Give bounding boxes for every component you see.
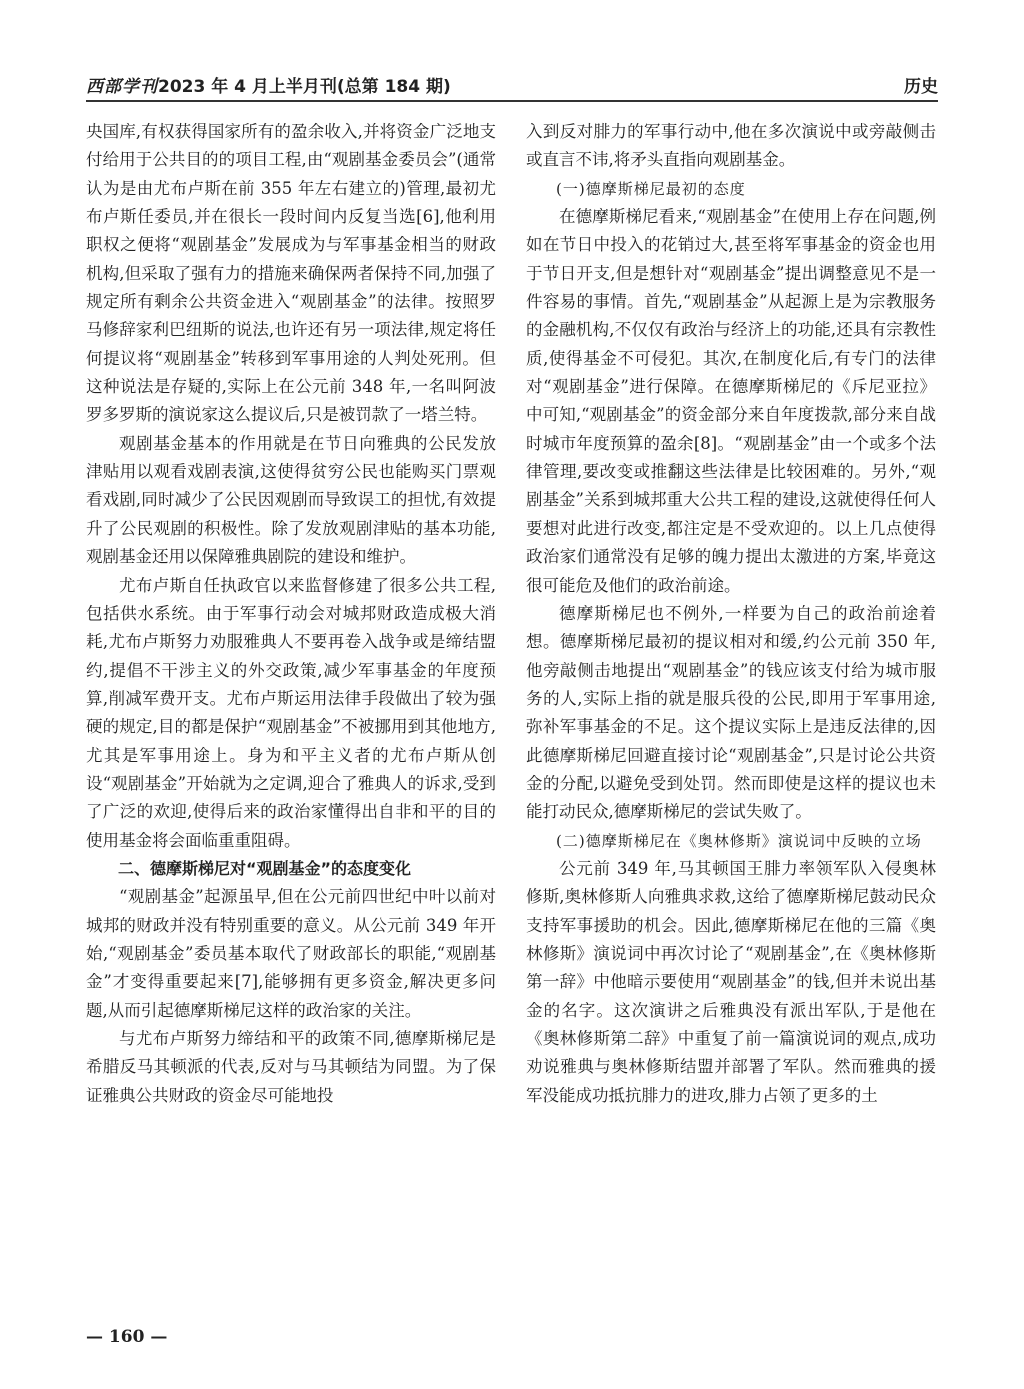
page-number: — 160 — — [86, 1327, 168, 1347]
paragraph: 尤布卢斯自任执政官以来监督修建了很多公共工程,包括供水系统。由于军事行动会对城邦财政造成极大消耗,尤布卢斯努力劝服雅典人不要再卷入战争或是缔结盟约,提倡不干涉主义的外交政策,减少军事基金的年度预算,削减军费开支。尤布卢斯运用法律手段做出了较为强硬的规定,目的都是保护“观剧基金”不被挪用到其他地方,尤其是军事用途上。身为和平主义者的尤布卢斯从创设“观剧基金”开始就为之定调,迎合了雅典人的诉求,受到了广泛的欢迎,使得后来的政治家懂得出自非和平的目的使用基金将会面临重重阻碍。 — [86, 575, 496, 850]
paragraph: 央国库,有权获得国家所有的盈余收入,并将资金广泛地支付给用于公共目的的项目工程,由“观剧基金委员会”(通常认为是由尤布卢斯在前 355 年左右建立的)管理,最初尤布卢斯任委员,并在很长一段时间内反复当选[6],他利用职权之便将“观剧基金”发展成为与军事基金相当的财政机构,但采取了强有力的措施来确保两者保持不同,加强了规定所有剩余公共资金进入“观剧基金”的法律。按照罗马修辞家利巴纽斯的说法,也许还有另一项法律,规定将任何提议将“观剧基金”转移到军事用途的人判处死刑。但这种说法是存疑的,实际上在公元前 348 年,一名叫阿波罗多罗斯的演说家这么提议后,只是被罚款了一塔兰特。 — [86, 122, 496, 425]
paragraph: 德摩斯梯尼也不例外,一样要为自己的政治前途着想。德摩斯梯尼最初的提议相对和缓,约公元前 350 年,他旁敲侧击地提出“观剧基金”的钱应该支付给为城市服务的人,实际上指的就是服兵役的公民,即用于军事用途,弥补军事基金的不足。这个提议实际上是违反法律的,因此德摩斯梯尼回避直接讨论“观剧基金”,只是讨论公共资金的分配,以避免受到处罚。然而即使是这样的提议也未能打动民众,德摩斯梯尼的尝试失败了。 — [526, 603, 936, 822]
issue-info: 2023 年 4 月上半月刊(总第 184 期) — [158, 77, 451, 97]
left-column — [86, 118, 496, 1110]
journal-header-left — [86, 72, 451, 97]
section-heading: 二、德摩斯梯尼对“观剧基金”的态度变化 — [118, 858, 412, 878]
subsection-heading: (二)德摩斯梯尼在《奥林修斯》演说词中反映的立场 — [556, 831, 922, 850]
paragraph: “观剧基金”起源虽早,但在公元前四世纪中叶以前对城邦的财政并没有特别重要的意义。从公元前 349 年开始,“观剧基金”委员基本取代了财政部长的职能,“观剧基金”才变得重要起来[7],能够拥有更多资金,解决更多问题,从而引起德摩斯梯尼这样的政治家的关注。 — [86, 887, 496, 1020]
paragraph: 与尤布卢斯努力缔结和平的政策不同,德摩斯梯尼是希腊反马其顿派的代表,反对与马其顿结为同盟。为了保证雅典公共财政的资金尽可能地投 — [86, 1029, 496, 1105]
paragraph: 观剧基金基本的作用就是在节日向雅典的公民发放津贴用以观看戏剧表演,这使得贫穷公民也能购买门票观看戏剧,同时减少了公民因观剧而导致误工的担忧,有效提升了公民观剧的积极性。除了发放观剧津贴的基本功能,观剧基金还用以保障雅典剧院的建设和维护。 — [86, 433, 496, 567]
paragraph: 在德摩斯梯尼看来,“观剧基金”在使用上存在问题,例如在节日中投入的花销过大,甚至将军事基金的资金也用于节日开支,但是想针对“观剧基金”提出调整意见不是一件容易的事情。首先,“观剧基金”从起源上是为宗教服务的金融机构,不仅仅有政治与经济上的功能,还具有宗教性质,使得基金不可侵犯。其次,在制度化后,有专门的法律对“观剧基金”进行保障。在德摩斯梯尼的《斥尼亚拉》中可知,“观剧基金”的资金部分来自年度拨款,部分来自战时城市年度预算的盈余[8]。“观剧基金”由一个或多个法律管理,要改变或推翻这些法律是比较困难的。另外,“观剧基金”关系到城邦重大公共工程的建设,这就使得任何人要想对此进行改变,都注定是不受欢迎的。以上几点使得政治家们通常没有足够的魄力提出太激进的方案,毕竟这很可能危及他们的政治前途。 — [526, 207, 936, 595]
paragraph: 公元前 349 年,马其顿国王腓力率领军队入侵奥林修斯,奥林修斯人向雅典求救,这给了德摩斯梯尼鼓动民众支持军事援助的机会。因此,德摩斯梯尼在他的三篇《奥林修斯》演说词中再次讨论了“观剧基金”,在《奥林修斯第一辞》中他暗示要使用“观剧基金”的钱,但并未说出基金的名字。这次演讲之后雅典没有派出军队,于是他在《奥林修斯第二辞》中重复了前一篇演说词的观点,成功劝说雅典与奥林修斯结盟并部署了军队。然而雅典的援军没能成功抵抗腓力的进攻,腓力占领了更多的土 — [526, 858, 936, 1105]
header-rule — [86, 100, 938, 102]
section-name: 历史 — [904, 77, 938, 97]
journal-logo: 西部学刊 — [86, 77, 158, 97]
paragraph: 入到反对腓力的军事行动中,他在多次演说中或旁敲侧击或直言不讳,将矛头直指向观剧基金。 — [526, 122, 936, 170]
subsection-heading: (一)德摩斯梯尼最初的态度 — [556, 179, 746, 198]
right-column — [526, 118, 936, 1110]
page-header — [86, 66, 938, 100]
